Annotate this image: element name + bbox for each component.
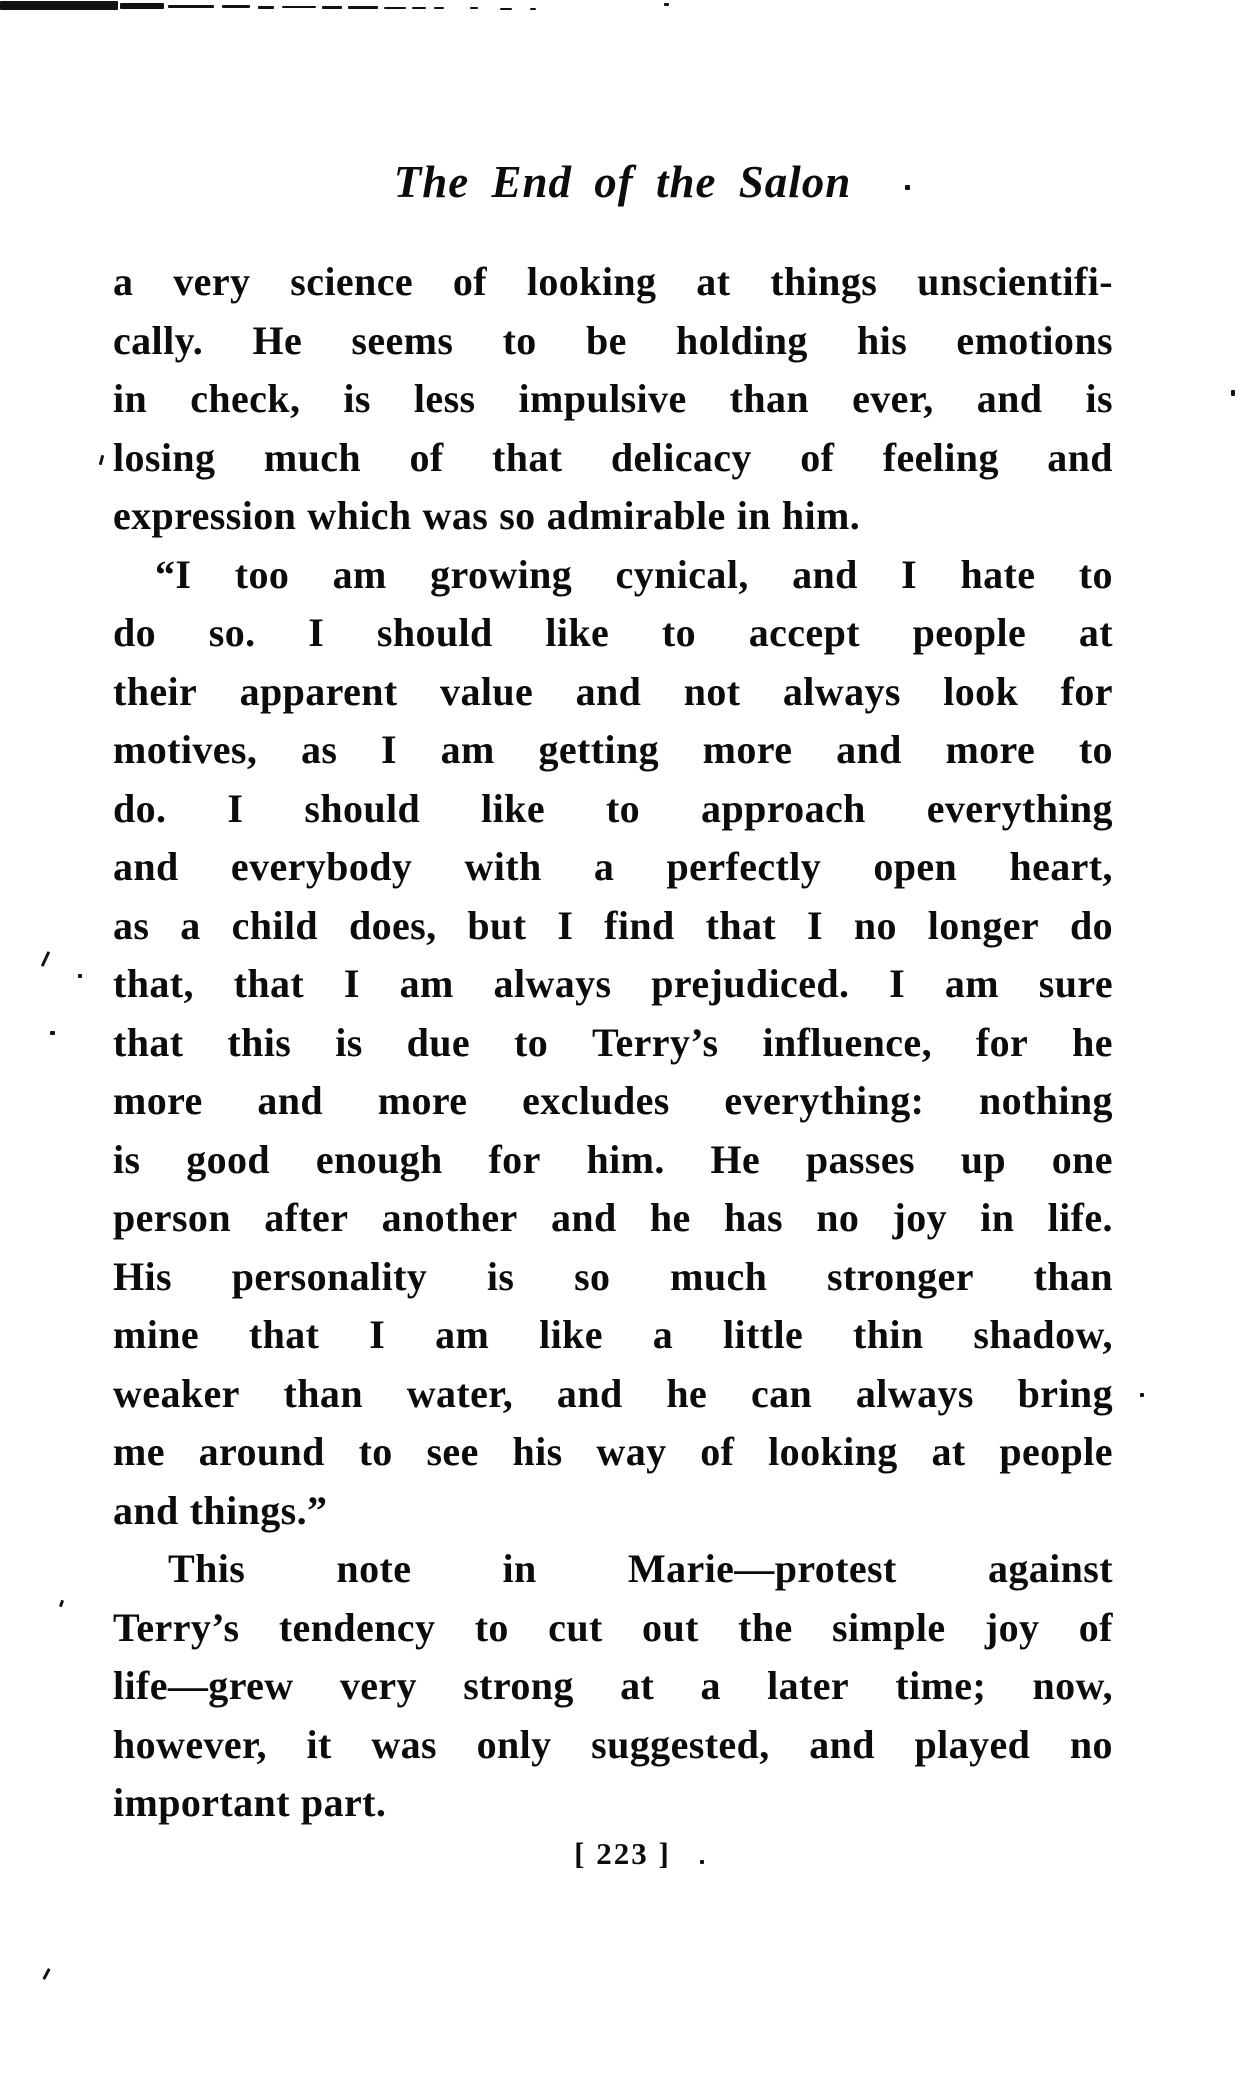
word: am	[399, 961, 454, 1006]
text-line	[113, 1721, 1113, 1780]
word: delicacy	[610, 434, 752, 480]
word: stronger	[826, 1253, 974, 1299]
scan-artifact-speck	[78, 974, 82, 978]
text-line	[113, 1428, 1113, 1487]
word: he	[666, 1370, 708, 1416]
word: against	[987, 1546, 1113, 1591]
word: everything:	[724, 1078, 925, 1123]
word: am	[440, 727, 495, 772]
text-line	[113, 1487, 1113, 1546]
word: important	[113, 1780, 290, 1825]
word: he	[649, 1195, 691, 1240]
word: is	[343, 376, 371, 421]
word: life—grew	[113, 1663, 294, 1708]
scan-artifact-top-line-segment	[322, 6, 342, 9]
word: joy	[984, 1604, 1040, 1650]
word: and	[1047, 434, 1113, 480]
word: This	[168, 1546, 246, 1591]
word: passes	[805, 1136, 915, 1182]
word: with	[464, 844, 542, 889]
word: sure	[1038, 961, 1113, 1006]
word: can	[750, 1370, 813, 1416]
word: getting	[538, 727, 659, 772]
word: perfectly	[666, 844, 822, 889]
word: as	[113, 902, 150, 948]
word: was	[371, 1721, 438, 1767]
word: around	[198, 1429, 325, 1474]
word: hate	[960, 551, 1036, 597]
word: at	[1078, 610, 1113, 655]
scan-artifact-top-line-segment	[168, 5, 214, 8]
text-line	[113, 1077, 1113, 1136]
word: He	[252, 317, 303, 363]
word: life.	[1047, 1195, 1113, 1240]
word: up	[960, 1136, 1007, 1182]
word: He	[710, 1136, 761, 1182]
word: like	[539, 1312, 603, 1357]
word: people	[999, 1429, 1113, 1474]
word: mine	[113, 1312, 200, 1357]
text-line	[113, 1019, 1113, 1078]
word: check,	[190, 376, 301, 421]
scan-artifact-top-line-segment	[348, 6, 378, 9]
word: too	[234, 551, 290, 597]
word: I	[889, 961, 906, 1006]
word: that	[113, 1019, 184, 1065]
word: I	[343, 961, 360, 1006]
word: much	[670, 1253, 768, 1299]
word: unscientifi-	[917, 259, 1113, 304]
word: played	[914, 1721, 1031, 1767]
word: should	[376, 610, 493, 655]
word: and	[792, 551, 858, 597]
word: in	[113, 376, 148, 421]
word: now,	[1032, 1663, 1113, 1708]
word: as	[300, 727, 338, 772]
word: of	[452, 259, 488, 304]
text-line	[113, 668, 1113, 727]
word: expression	[113, 493, 297, 538]
word: however,	[113, 1721, 267, 1767]
word: to	[358, 1429, 393, 1474]
word: a	[652, 1312, 674, 1357]
scan-artifact-top-line-segment	[384, 7, 406, 9]
word: which	[307, 493, 412, 538]
word: joy	[892, 1195, 947, 1240]
word: it	[306, 1721, 332, 1767]
word: time;	[895, 1663, 987, 1708]
word: tendency	[278, 1604, 436, 1650]
word: everything	[926, 785, 1113, 831]
word: his	[857, 317, 908, 363]
scan-artifact-top-line-segment	[412, 7, 426, 9]
text-line	[113, 843, 1113, 902]
word: and	[113, 1487, 179, 1533]
word: more	[377, 1078, 468, 1123]
word: to	[1078, 551, 1113, 597]
word: for	[488, 1136, 541, 1182]
word: is	[113, 1136, 141, 1182]
word: do	[1069, 902, 1113, 948]
word: I	[381, 727, 397, 772]
word: him.	[586, 1136, 665, 1182]
word: admirable	[546, 493, 726, 538]
word: than	[1033, 1253, 1113, 1299]
scan-artifact-top-line-segment	[0, 1, 118, 10]
word: not	[683, 668, 741, 714]
word: no	[853, 902, 897, 948]
word: him.	[781, 493, 861, 538]
word: to	[1078, 727, 1113, 772]
word: do.	[113, 785, 167, 831]
text-line	[113, 785, 1113, 844]
text-line	[113, 960, 1113, 1019]
word: out	[642, 1604, 699, 1650]
word: than	[283, 1370, 363, 1416]
word: another	[381, 1195, 518, 1240]
word: motives,	[113, 727, 258, 772]
text-line	[113, 1311, 1113, 1370]
word: growing	[430, 551, 573, 597]
word: for	[975, 1019, 1029, 1065]
scan-artifact-speck	[59, 1600, 64, 1608]
text-line	[113, 1194, 1113, 1253]
word: prejudiced.	[651, 961, 850, 1006]
word: personality	[231, 1253, 428, 1299]
word: to	[605, 785, 641, 831]
word: things	[770, 259, 878, 304]
text-line	[113, 902, 1113, 961]
word: more	[945, 727, 1036, 772]
word: only	[476, 1721, 552, 1767]
word: I	[806, 902, 823, 948]
word: this	[227, 1019, 292, 1065]
text-line	[113, 375, 1113, 434]
word: I	[369, 1312, 386, 1357]
word: for	[1060, 668, 1113, 714]
word: at	[931, 1429, 966, 1474]
word: he	[1072, 1019, 1113, 1065]
word: I	[227, 785, 244, 831]
word: later	[767, 1663, 850, 1708]
word: strong	[463, 1663, 574, 1708]
word: his	[512, 1429, 563, 1474]
word: bring	[1017, 1370, 1113, 1416]
word: losing	[113, 434, 216, 480]
word: but	[467, 902, 527, 948]
word: always	[855, 1370, 974, 1416]
running-title: The End of the Salon	[393, 157, 852, 207]
word: so	[574, 1253, 611, 1299]
text-line	[113, 434, 1113, 493]
word: nothing	[978, 1078, 1113, 1123]
word: that,	[113, 961, 194, 1006]
word: person	[113, 1195, 231, 1240]
text-line	[113, 609, 1113, 668]
word: thin	[853, 1312, 924, 1357]
word: am	[435, 1312, 490, 1357]
word: of	[409, 434, 444, 480]
scan-artifact-speck	[50, 1031, 55, 1035]
text-line	[113, 258, 1113, 317]
page-number: [ 223 ]	[574, 1836, 671, 1871]
scan-artifact-top-line-segment	[434, 7, 444, 9]
word: that	[248, 1312, 320, 1357]
text-line	[113, 317, 1113, 376]
word: simple	[832, 1604, 946, 1650]
word: influence,	[762, 1019, 932, 1065]
word: like	[545, 610, 610, 655]
word: is	[335, 1019, 363, 1065]
word: heart,	[1009, 844, 1113, 889]
text-line	[113, 1662, 1113, 1721]
scan-artifact-top-line-segment	[258, 6, 274, 9]
scan-artifact-speck	[41, 951, 50, 967]
word: note	[336, 1546, 412, 1591]
word: is	[1085, 376, 1113, 421]
word: am	[944, 961, 1000, 1006]
word: approach	[701, 785, 866, 831]
word: His	[113, 1253, 172, 1299]
word: more	[113, 1078, 203, 1123]
word: accept	[748, 610, 860, 655]
word: find	[604, 902, 675, 948]
word: suggested,	[591, 1721, 770, 1767]
text-line	[113, 551, 1113, 610]
word: I	[308, 610, 325, 655]
word: to	[513, 1019, 549, 1065]
scan-artifact-top-line-segment	[470, 7, 478, 9]
text-line	[113, 492, 1113, 551]
word: of	[700, 1429, 735, 1474]
word: shadow,	[973, 1312, 1113, 1357]
word: am	[332, 551, 387, 597]
scan-artifact-speck	[1140, 1393, 1144, 1397]
word: very	[339, 1663, 417, 1708]
scan-artifact-speck	[42, 1968, 50, 1980]
word: one	[1051, 1136, 1113, 1182]
word: and	[113, 844, 179, 889]
word: ever,	[852, 376, 934, 421]
word: way	[596, 1429, 667, 1474]
word: always	[782, 668, 901, 714]
word: longer	[927, 902, 1040, 948]
word: of	[800, 434, 835, 480]
word: I	[557, 902, 574, 948]
text-line	[113, 1253, 1113, 1312]
word: seems	[351, 317, 454, 363]
word: than	[729, 376, 810, 421]
text-line	[113, 1370, 1113, 1429]
scan-artifact-top-line-segment	[664, 3, 669, 6]
word: Marie—protest	[627, 1546, 897, 1591]
word: much	[263, 434, 362, 480]
word: and	[257, 1078, 324, 1123]
word: impulsive	[518, 376, 687, 421]
word: to	[661, 610, 697, 655]
word: apparent	[239, 668, 398, 714]
scan-artifact-top-line-segment	[120, 3, 164, 9]
word: the	[738, 1604, 793, 1650]
word: looking	[526, 259, 657, 304]
word: in	[502, 1546, 537, 1591]
word: science	[290, 259, 414, 304]
word: look	[943, 668, 1019, 714]
word: less	[413, 376, 476, 421]
scan-artifact-speck	[99, 455, 104, 465]
word: me	[113, 1429, 165, 1474]
word: at	[696, 259, 731, 304]
word: weaker	[113, 1370, 240, 1416]
word: water,	[406, 1370, 514, 1416]
word: holding	[676, 317, 808, 363]
word: and	[556, 1370, 623, 1416]
scan-artifact-top-line-segment	[530, 8, 536, 10]
word: so	[499, 493, 536, 538]
word: things.”	[189, 1487, 328, 1533]
word: at	[620, 1663, 655, 1708]
word: child	[231, 902, 319, 948]
word: and	[976, 376, 1043, 421]
word: little	[723, 1312, 804, 1357]
word: to	[502, 317, 537, 363]
word: is	[486, 1253, 515, 1299]
word: no	[816, 1195, 860, 1240]
word: be	[585, 317, 627, 363]
word: cut	[548, 1604, 603, 1650]
text-line	[113, 1779, 1113, 1838]
word: so.	[208, 610, 256, 655]
word: and	[836, 727, 902, 772]
word: excludes	[522, 1078, 670, 1123]
word: cynical,	[615, 551, 749, 597]
word: in	[736, 493, 771, 538]
text-line	[113, 1136, 1113, 1195]
word: good	[186, 1136, 271, 1182]
word: more	[702, 727, 793, 772]
body-text	[113, 258, 1113, 1838]
word: Terry’s	[592, 1019, 719, 1065]
word: in	[980, 1195, 1015, 1240]
word: value	[440, 668, 534, 714]
word: that	[491, 434, 563, 480]
scan-artifact-top-line-segment	[500, 8, 512, 10]
word: Terry’s	[113, 1604, 240, 1650]
word: has	[723, 1195, 783, 1240]
word: a	[113, 259, 134, 304]
word: part.	[300, 1780, 387, 1825]
word: due	[406, 1019, 471, 1065]
word: their	[113, 668, 198, 714]
word: feeling	[882, 434, 999, 480]
word: and	[809, 1721, 875, 1767]
word: emotions	[956, 317, 1113, 363]
scan-artifact-speck	[1231, 390, 1235, 396]
scan-artifact-top-line-segment	[222, 5, 250, 8]
word: was	[422, 493, 489, 538]
word: a	[593, 844, 615, 889]
word: do	[113, 610, 157, 655]
word: no	[1069, 1721, 1113, 1767]
text-line	[113, 1604, 1113, 1663]
word: that	[233, 961, 305, 1006]
word: always	[493, 961, 612, 1006]
word: after	[264, 1195, 349, 1240]
word: open	[873, 844, 958, 889]
word: I	[901, 551, 918, 597]
word: see	[426, 1429, 479, 1474]
word: of	[1078, 1604, 1113, 1650]
text-line	[113, 1545, 1113, 1604]
word: a	[180, 902, 201, 948]
word: and	[550, 1195, 617, 1240]
word: enough	[315, 1136, 443, 1182]
word: and	[575, 668, 642, 714]
word: should	[304, 785, 421, 831]
scan-artifact-top-line-segment	[282, 6, 316, 8]
word: like	[481, 785, 545, 831]
word: people	[912, 610, 1027, 655]
text-line	[113, 726, 1113, 785]
word: looking	[768, 1429, 898, 1474]
word: that	[705, 902, 777, 948]
word: to	[474, 1604, 509, 1650]
word: cally.	[113, 317, 204, 363]
word: a	[700, 1663, 721, 1708]
word: everybody	[230, 844, 413, 889]
word: very	[173, 259, 251, 304]
word: does,	[348, 902, 437, 948]
word: “I	[155, 551, 192, 597]
